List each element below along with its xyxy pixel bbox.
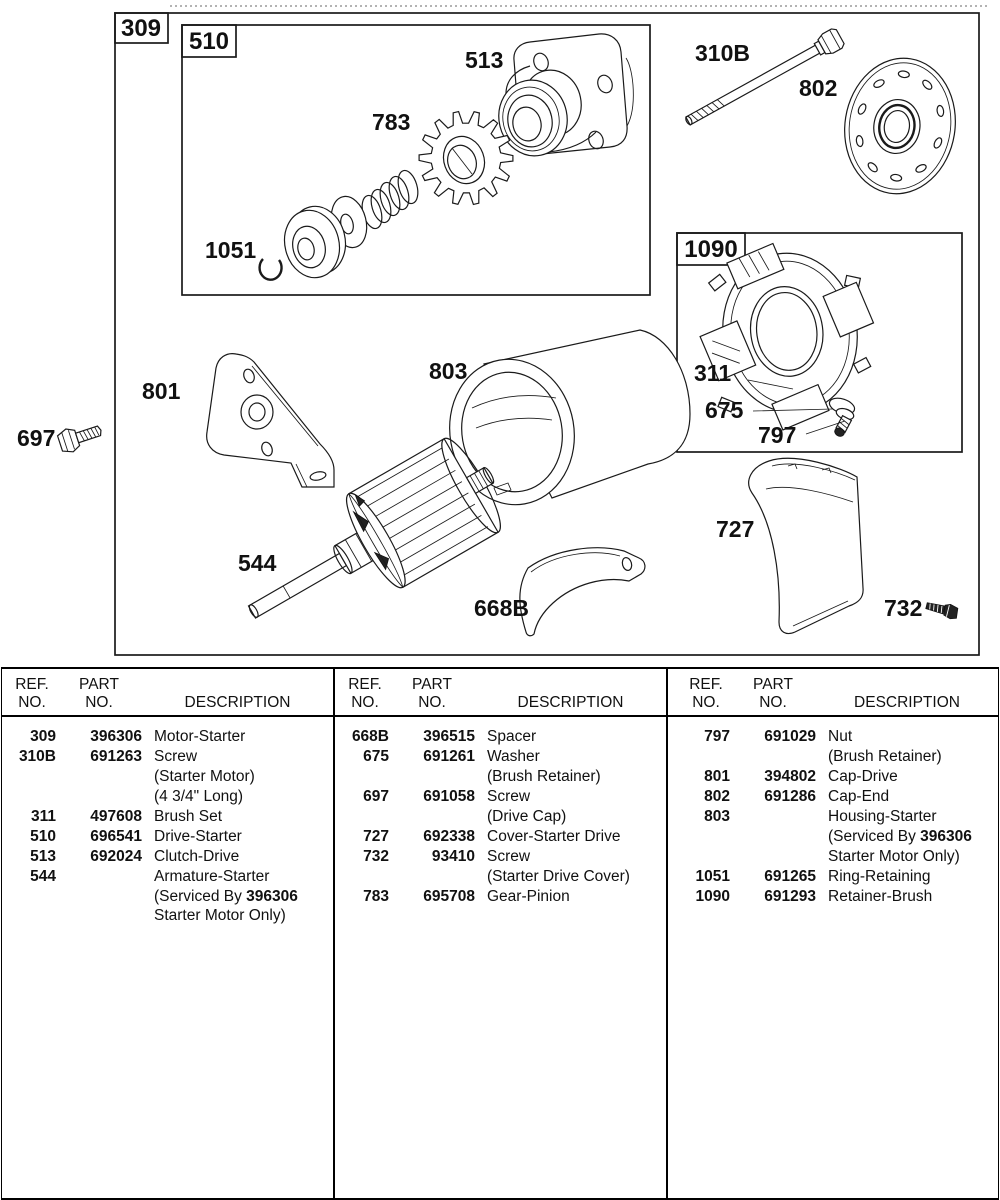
callout-801: 801 bbox=[142, 378, 181, 404]
table-row bbox=[668, 787, 998, 807]
description-cell: (Drive Cap) bbox=[487, 808, 567, 825]
table-row bbox=[335, 727, 666, 747]
table-row bbox=[668, 866, 998, 886]
table-row bbox=[2, 747, 333, 767]
ref-no-cell: 802 bbox=[704, 788, 730, 806]
ref-no-cell: 803 bbox=[704, 808, 730, 825]
callout-510: 510 bbox=[188, 28, 230, 55]
description-cell: (Brush Retainer) bbox=[828, 748, 942, 766]
part-no-cell: 396306 bbox=[90, 728, 142, 746]
description-header: DESCRIPTION bbox=[184, 694, 291, 711]
table-column-rows bbox=[335, 717, 666, 906]
table-row bbox=[2, 886, 333, 906]
description-cell: Nut bbox=[828, 728, 853, 746]
callout-310B: 310B bbox=[695, 40, 750, 66]
table-row bbox=[335, 886, 666, 906]
description-cell: Cover-Starter Drive bbox=[487, 827, 621, 845]
ref-no-cell: 1090 bbox=[695, 887, 730, 905]
part-no-cell: 396515 bbox=[423, 728, 475, 746]
description-cell: Cap-Drive bbox=[828, 768, 898, 786]
table-row bbox=[668, 846, 998, 866]
description-cell: Screw bbox=[487, 847, 531, 865]
table-row bbox=[2, 866, 333, 886]
part-no-header: PART NO. bbox=[412, 676, 452, 711]
part-no-cell: 695708 bbox=[423, 887, 475, 905]
table-row bbox=[335, 747, 666, 767]
callout-732: 732 bbox=[884, 595, 923, 621]
table-header bbox=[335, 669, 666, 717]
part-no-cell: 696541 bbox=[90, 827, 142, 845]
description-cell: Spacer bbox=[487, 728, 537, 746]
clutch-drive-drawing bbox=[492, 34, 633, 162]
ref-no-cell: 309 bbox=[30, 728, 56, 746]
description-cell: Starter Motor Only) bbox=[828, 847, 960, 865]
callout-1051: 1051 bbox=[205, 237, 257, 263]
table-row bbox=[335, 846, 666, 866]
description-cell: Retainer-Brush bbox=[828, 887, 933, 905]
description-cell: Brush Set bbox=[154, 808, 223, 825]
table-row bbox=[335, 866, 666, 886]
return-spring-drawing bbox=[359, 168, 422, 231]
part-no-cell: 691029 bbox=[764, 728, 816, 746]
ref-no-cell: 732 bbox=[363, 847, 389, 865]
cap-drive-bracket-drawing bbox=[207, 354, 334, 487]
description-cell: Drive-Starter bbox=[154, 827, 242, 845]
part-no-header: PART NO. bbox=[753, 676, 793, 711]
part-no-cell: 691265 bbox=[764, 867, 816, 885]
part-no-cell: 497608 bbox=[90, 808, 142, 825]
part-no-cell: 691263 bbox=[90, 748, 142, 766]
parts-table-column-1 bbox=[2, 669, 335, 1198]
table-header bbox=[668, 669, 998, 717]
description-cell: (Serviced By 396306 bbox=[828, 827, 972, 845]
table-row bbox=[335, 807, 666, 827]
part-no-cell: 691261 bbox=[423, 748, 475, 766]
table-row bbox=[335, 787, 666, 807]
table-row bbox=[2, 807, 333, 827]
ref-no-cell: 510 bbox=[30, 827, 56, 845]
part-no-cell: 93410 bbox=[431, 847, 475, 865]
ref-no-cell: 783 bbox=[363, 887, 389, 905]
part-no-cell: 691286 bbox=[764, 788, 816, 806]
ref-no-cell: 797 bbox=[704, 728, 730, 746]
ref-no-cell: 668B bbox=[351, 728, 389, 746]
description-cell: (4 3/4" Long) bbox=[154, 788, 244, 806]
table-column-rows bbox=[2, 717, 333, 926]
ref-no-cell: 1051 bbox=[695, 867, 730, 885]
callout-797: 797 bbox=[758, 422, 797, 448]
drive-cap-screw-drawing bbox=[56, 419, 104, 455]
ref-no-cell: 311 bbox=[30, 808, 56, 825]
description-cell: Ring-Retaining bbox=[828, 867, 931, 885]
table-row bbox=[668, 767, 998, 787]
callout-783: 783 bbox=[372, 109, 411, 135]
pinion-gear-drawing bbox=[419, 112, 513, 205]
ref-no-cell: 513 bbox=[30, 847, 56, 865]
callout-311: 311 bbox=[694, 360, 732, 386]
callout-697: 697 bbox=[17, 425, 56, 451]
callout-1090: 1090 bbox=[684, 236, 738, 263]
ref-no-header: REF. NO. bbox=[348, 676, 382, 711]
table-row bbox=[668, 727, 998, 747]
part-no-cell: 691293 bbox=[764, 887, 816, 905]
table-row bbox=[2, 846, 333, 866]
end-cap-drawing bbox=[835, 50, 965, 202]
parts-table bbox=[1, 667, 999, 1200]
drive-cover-drawing bbox=[749, 458, 863, 633]
description-cell: Gear-Pinion bbox=[487, 887, 570, 905]
parts-table-column-3 bbox=[668, 669, 998, 1198]
description-cell: Screw bbox=[487, 788, 531, 806]
description-cell: Motor-Starter bbox=[154, 728, 246, 746]
description-cell: Housing-Starter bbox=[828, 808, 937, 825]
description-cell: Washer bbox=[487, 748, 540, 766]
spacer-drawing bbox=[520, 548, 645, 636]
description-cell: Armature-Starter bbox=[154, 867, 270, 885]
ref-no-cell: 801 bbox=[704, 768, 730, 786]
description-cell: Cap-End bbox=[828, 788, 890, 806]
ref-no-cell: 727 bbox=[363, 827, 389, 845]
table-row bbox=[2, 787, 333, 807]
table-row bbox=[335, 826, 666, 846]
part-no-cell: 394802 bbox=[764, 768, 816, 786]
table-row bbox=[668, 886, 998, 906]
table-header bbox=[2, 669, 333, 717]
table-row bbox=[335, 767, 666, 787]
callout-675: 675 bbox=[705, 397, 744, 423]
part-no-cell: 692024 bbox=[90, 847, 142, 865]
ref-no-cell: 310B bbox=[18, 748, 56, 766]
description-cell: (Starter Motor) bbox=[154, 768, 255, 786]
description-cell: (Brush Retainer) bbox=[487, 768, 601, 786]
ref-no-cell: 675 bbox=[363, 748, 389, 766]
description-header: DESCRIPTION bbox=[517, 694, 624, 711]
retaining-ring-drawing bbox=[260, 259, 282, 280]
description-header: DESCRIPTION bbox=[854, 694, 960, 711]
callout-309: 309 bbox=[120, 15, 162, 42]
part-no-header: PART NO. bbox=[79, 676, 119, 711]
table-row bbox=[668, 807, 998, 827]
table-row bbox=[2, 727, 333, 747]
callout-544: 544 bbox=[238, 550, 277, 576]
parts-table-column-2 bbox=[335, 669, 668, 1198]
callout-802: 802 bbox=[799, 75, 838, 101]
description-cell: (Serviced By 396306 bbox=[154, 887, 298, 905]
description-cell: Starter Motor Only) bbox=[154, 907, 286, 925]
description-cell: (Starter Drive Cover) bbox=[487, 867, 630, 885]
description-cell: Clutch-Drive bbox=[154, 847, 240, 865]
part-no-cell: 692338 bbox=[423, 827, 475, 845]
callout-803: 803 bbox=[429, 358, 468, 384]
callout-668B: 668B bbox=[474, 595, 529, 621]
table-row bbox=[2, 906, 333, 926]
callout-513: 513 bbox=[465, 47, 504, 73]
table-row bbox=[2, 826, 333, 846]
table-column-rows bbox=[668, 717, 998, 906]
ref-no-header: REF. NO. bbox=[689, 676, 723, 711]
table-row bbox=[668, 747, 998, 767]
ref-no-cell: 544 bbox=[30, 867, 56, 885]
callout-727: 727 bbox=[716, 516, 755, 542]
table-row bbox=[668, 826, 998, 846]
part-no-cell: 691058 bbox=[423, 788, 475, 806]
ref-no-header: REF. NO. bbox=[15, 676, 49, 711]
description-cell: Screw bbox=[154, 748, 198, 766]
ref-no-cell: 697 bbox=[363, 788, 389, 806]
table-row bbox=[2, 767, 333, 787]
drive-cover-screw-drawing bbox=[925, 599, 959, 620]
